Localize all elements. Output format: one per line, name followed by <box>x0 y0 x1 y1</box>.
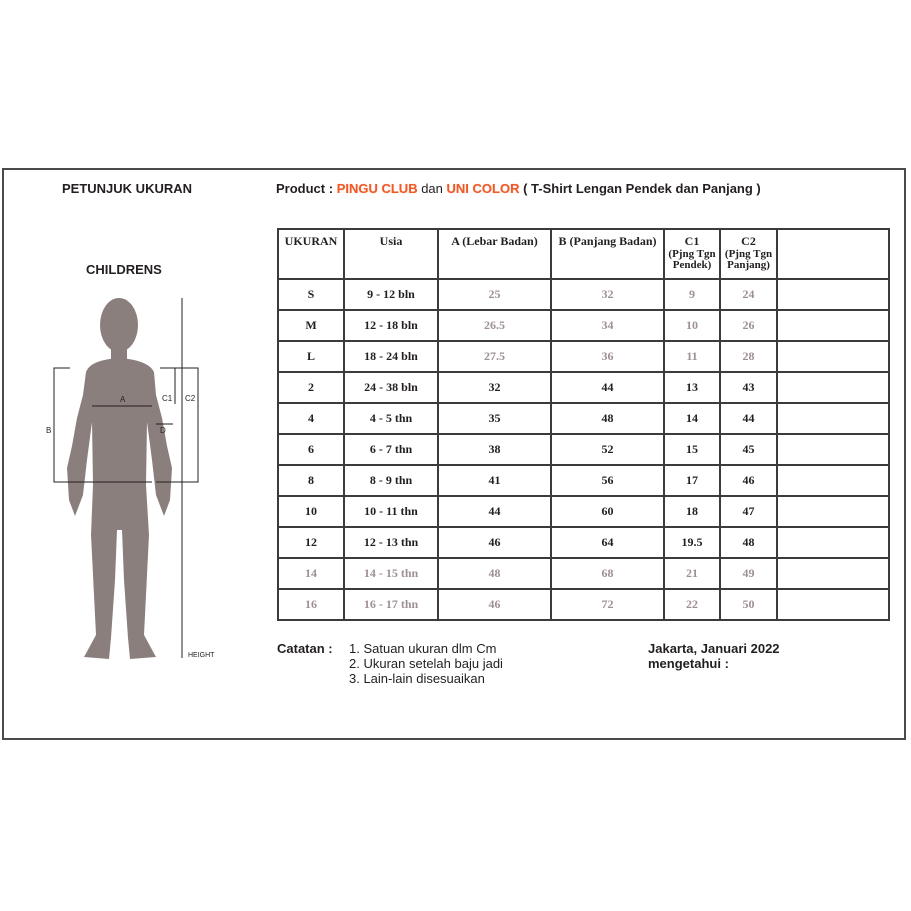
header-empty <box>777 229 889 279</box>
cell-age: 16 - 17 thn <box>344 589 438 620</box>
cell-empty <box>777 434 889 465</box>
cell-b: 32 <box>551 279 664 310</box>
table-row <box>278 465 889 496</box>
cell-age: 18 - 24 bln <box>344 341 438 372</box>
cell-b: 52 <box>551 434 664 465</box>
cell-c2: 43 <box>720 372 777 403</box>
cell-c2: 26 <box>720 310 777 341</box>
cell-size: 12 <box>278 527 344 558</box>
table-header-row <box>278 229 889 279</box>
cell-age: 12 - 13 thn <box>344 527 438 558</box>
acknowledged-label: mengetahui : <box>648 656 729 671</box>
table-row <box>278 558 889 589</box>
cell-c1: 15 <box>664 434 720 465</box>
cell-b: 36 <box>551 341 664 372</box>
cell-b: 68 <box>551 558 664 589</box>
cell-a: 46 <box>438 527 551 558</box>
cell-age: 6 - 7 thn <box>344 434 438 465</box>
label-c2: C2 <box>185 394 196 403</box>
cell-a: 35 <box>438 403 551 434</box>
cell-empty <box>777 372 889 403</box>
cell-a: 26.5 <box>438 310 551 341</box>
child-silhouette <box>67 298 172 659</box>
cell-a: 32 <box>438 372 551 403</box>
cell-c2: 46 <box>720 465 777 496</box>
cell-age: 12 - 18 bln <box>344 310 438 341</box>
cell-size: S <box>278 279 344 310</box>
cell-a: 41 <box>438 465 551 496</box>
cell-b: 48 <box>551 403 664 434</box>
table-row <box>278 434 889 465</box>
header-c1 <box>664 229 720 279</box>
cell-c2: 48 <box>720 527 777 558</box>
cell-c2: 24 <box>720 279 777 310</box>
cell-empty <box>777 341 889 372</box>
cell-a: 48 <box>438 558 551 589</box>
cell-c2: 49 <box>720 558 777 589</box>
notes-list <box>349 641 503 686</box>
size-table <box>277 228 890 621</box>
cell-c1: 13 <box>664 372 720 403</box>
cell-c1: 22 <box>664 589 720 620</box>
cell-empty <box>777 496 889 527</box>
table-row <box>278 527 889 558</box>
cell-c2: 28 <box>720 341 777 372</box>
cell-age: 4 - 5 thn <box>344 403 438 434</box>
brand-pingu-club: PINGU CLUB <box>336 181 418 196</box>
cell-size: L <box>278 341 344 372</box>
label-d: D <box>160 426 166 435</box>
table-row <box>278 589 889 620</box>
cell-empty <box>777 589 889 620</box>
cell-age: 10 - 11 thn <box>344 496 438 527</box>
cell-b: 60 <box>551 496 664 527</box>
cell-c1: 11 <box>664 341 720 372</box>
cell-b: 72 <box>551 589 664 620</box>
cell-size: 14 <box>278 558 344 589</box>
note-item: 2. Ukuran setelah baju jadi <box>349 656 503 671</box>
cell-a: 38 <box>438 434 551 465</box>
header-c2-sub: (Pjng Tgn Panjang) <box>724 248 773 271</box>
header-ukuran: UKURAN <box>278 229 344 279</box>
cell-b: 64 <box>551 527 664 558</box>
cell-age: 9 - 12 bln <box>344 279 438 310</box>
cell-age: 14 - 15 thn <box>344 558 438 589</box>
cell-a: 44 <box>438 496 551 527</box>
cell-size: 4 <box>278 403 344 434</box>
signature-block <box>648 641 780 671</box>
header-b-panjang-badan: B (Panjang Badan) <box>551 229 664 279</box>
cell-a: 25 <box>438 279 551 310</box>
cell-c1: 10 <box>664 310 720 341</box>
note-item: 1. Satuan ukuran dlm Cm <box>349 641 497 656</box>
product-prefix: Product : <box>276 181 334 196</box>
cell-size: 6 <box>278 434 344 465</box>
cell-c1: 19.5 <box>664 527 720 558</box>
product-connector: dan <box>421 181 443 196</box>
table-row <box>278 341 889 372</box>
table-row <box>278 372 889 403</box>
cell-b: 34 <box>551 310 664 341</box>
guide-title: PETUNJUK UKURAN <box>62 181 193 196</box>
cell-c2: 50 <box>720 589 777 620</box>
cell-size: M <box>278 310 344 341</box>
body-measurement-figure <box>40 290 230 670</box>
cell-age: 24 - 38 bln <box>344 372 438 403</box>
label-b: B <box>46 426 52 435</box>
table-row <box>278 310 889 341</box>
cell-b: 56 <box>551 465 664 496</box>
label-a: A <box>120 395 126 404</box>
cell-c2: 44 <box>720 403 777 434</box>
cell-c1: 17 <box>664 465 720 496</box>
cell-c1: 21 <box>664 558 720 589</box>
cell-empty <box>777 465 889 496</box>
category-label: CHILDRENS <box>86 262 162 277</box>
place-date: Jakarta, Januari 2022 <box>648 641 780 656</box>
header-c2-title: C2 <box>741 234 756 248</box>
cell-empty <box>777 310 889 341</box>
cell-empty <box>777 527 889 558</box>
cell-c1: 18 <box>664 496 720 527</box>
cell-c2: 47 <box>720 496 777 527</box>
table-row <box>278 403 889 434</box>
note-item: 3. Lain-lain disesuaikan <box>349 671 485 686</box>
cell-size: 16 <box>278 589 344 620</box>
cell-size: 2 <box>278 372 344 403</box>
cell-c1: 9 <box>664 279 720 310</box>
product-line <box>276 181 761 196</box>
cell-size: 8 <box>278 465 344 496</box>
cell-c2: 45 <box>720 434 777 465</box>
cell-a: 27.5 <box>438 341 551 372</box>
header-c1-title: C1 <box>684 234 700 248</box>
cell-size: 10 <box>278 496 344 527</box>
product-description: ( T-Shirt Lengan Pendek dan Panjang ) <box>523 181 761 196</box>
cell-c1: 14 <box>664 403 720 434</box>
cell-empty <box>777 558 889 589</box>
brand-uni-color: UNI COLOR <box>446 181 520 196</box>
header-c2 <box>720 229 777 279</box>
cell-b: 44 <box>551 372 664 403</box>
cell-empty <box>777 403 889 434</box>
header-a-lebar-badan: A (Lebar Badan) <box>438 229 551 279</box>
header-c1-sub: (Pjng Tgn Pendek) <box>668 248 716 271</box>
label-height: HEIGHT <box>188 652 215 659</box>
header-usia: Usia <box>344 229 438 279</box>
cell-a: 46 <box>438 589 551 620</box>
notes-label: Catatan : <box>277 641 333 656</box>
table-row <box>278 496 889 527</box>
label-c1: C1 <box>162 394 173 403</box>
cell-age: 8 - 9 thn <box>344 465 438 496</box>
cell-empty <box>777 279 889 310</box>
table-row <box>278 279 889 310</box>
